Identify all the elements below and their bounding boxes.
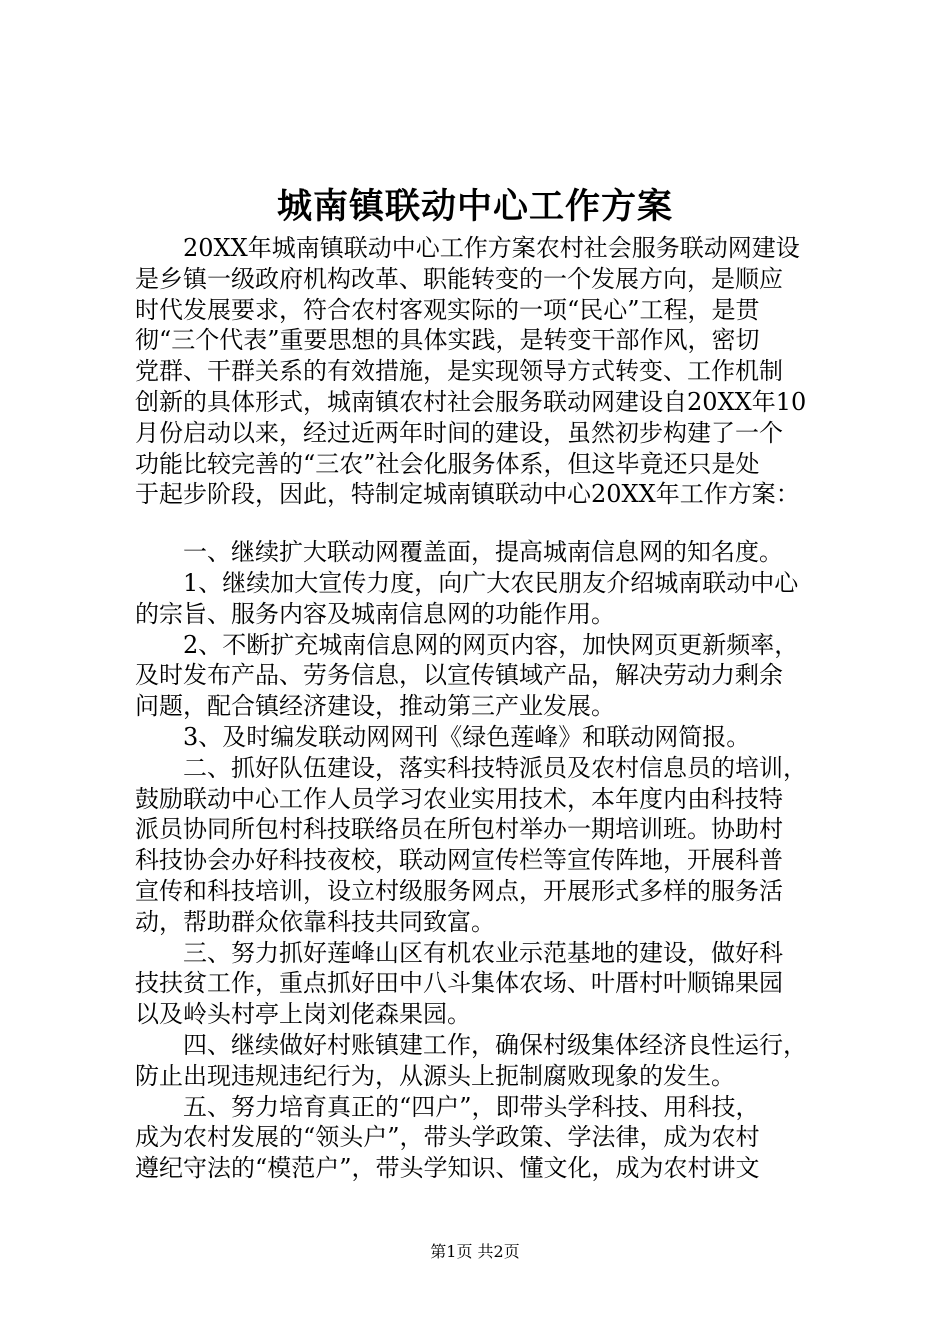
text-line: 的宗旨、服务内容及城南信息网的功能作用。 xyxy=(135,599,615,628)
text-line: 二、抓好队伍建设，落实科技特派员及农村信息员的培训， xyxy=(135,753,807,782)
text-line: 防止出现违规违纪行为，从源头上扼制腐败现象的发生。 xyxy=(135,1061,735,1090)
text-line: 派员协同所包村科技联络员在所包村举办一期培训班。协助村 xyxy=(135,815,783,844)
text-line: 于起步阶段，因此，特制定城南镇联动中心20XX年工作方案： xyxy=(135,480,800,509)
text-line: 2、不断扩充城南信息网的网页内容，加快网页更新频率， xyxy=(135,630,799,659)
text-line: 20XX年城南镇联动中心工作方案农村社会服务联动网建设 xyxy=(135,234,800,262)
document-body xyxy=(135,233,835,1184)
text-line: 1、继续加大宣传力度，向广大农民朋友介绍城南联动中心 xyxy=(135,568,799,597)
text-line: 一、继续扩大联动网覆盖面，提高城南信息网的知名度。 xyxy=(135,538,783,567)
plan-sections xyxy=(135,537,835,1184)
text-line: 问题，配合镇经济建设，推动第三产业发展。 xyxy=(135,692,615,721)
paragraph-gap xyxy=(135,510,835,537)
text-line: 党群、干群关系的有效措施，是实现领导方式转变、工作机制 xyxy=(135,357,783,386)
text-line: 三、努力抓好莲峰山区有机农业示范基地的建设，做好科 xyxy=(135,938,783,967)
text-line: 月份启动以来，经过近两年时间的建设，虽然初步构建了一个 xyxy=(135,418,783,447)
text-line: 彻“三个代表”重要思想的具体实践，是转变干部作风，密切 xyxy=(135,326,760,355)
text-line: 时代发展要求，符合农村客观实际的一项“民心”工程，是贯 xyxy=(135,295,760,324)
text-line: 动，帮助群众依靠科技共同致富。 xyxy=(135,907,495,936)
text-line: 遵纪守法的“模范户”，带头学知识、懂文化，成为农村讲文 xyxy=(135,1154,760,1183)
text-line: 四、继续做好村账镇建工作，确保村级集体经济良性运行， xyxy=(135,1030,807,1059)
page-number: 第1页 共2页 xyxy=(430,1242,520,1261)
text-line: 及时发布产品、劳务信息，以宣传镇域产品，解决劳动力剩余 xyxy=(135,661,783,690)
text-line: 3、及时编发联动网网刊《绿色莲峰》和联动网简报。 xyxy=(135,722,751,751)
text-line: 是乡镇一级政府机构改革、职能转变的一个发展方向，是顺应 xyxy=(135,264,783,293)
document-title: 城南镇联动中心工作方案 xyxy=(276,186,673,227)
text-line: 功能比较完善的“三农”社会化服务体系，但这毕竟还只是处 xyxy=(135,449,760,478)
text-line: 科技协会办好科技夜校，联动网宣传栏等宣传阵地，开展科普 xyxy=(135,846,783,875)
text-line: 五、努力培育真正的“四户”，即带头学科技、用科技， xyxy=(135,1092,760,1121)
text-line: 技扶贫工作，重点抓好田中八斗集体农场、叶厝村叶顺锦果园 xyxy=(135,969,783,998)
text-line: 成为农村发展的“领头户”，带头学政策、学法律，成为农村 xyxy=(135,1123,760,1152)
text-line: 鼓励联动中心工作人员学习农业实用技术，本年度内由科技特 xyxy=(135,784,783,813)
text-line: 以及岭头村亭上岗刘佬森果园。 xyxy=(135,1000,471,1029)
text-line: 宣传和科技培训，设立村级服务网点，开展形式多样的服务活 xyxy=(135,876,783,905)
text-line: 创新的具体形式，城南镇农村社会服务联动网建设自20XX年10 xyxy=(135,387,807,416)
intro-paragraph xyxy=(135,233,835,510)
